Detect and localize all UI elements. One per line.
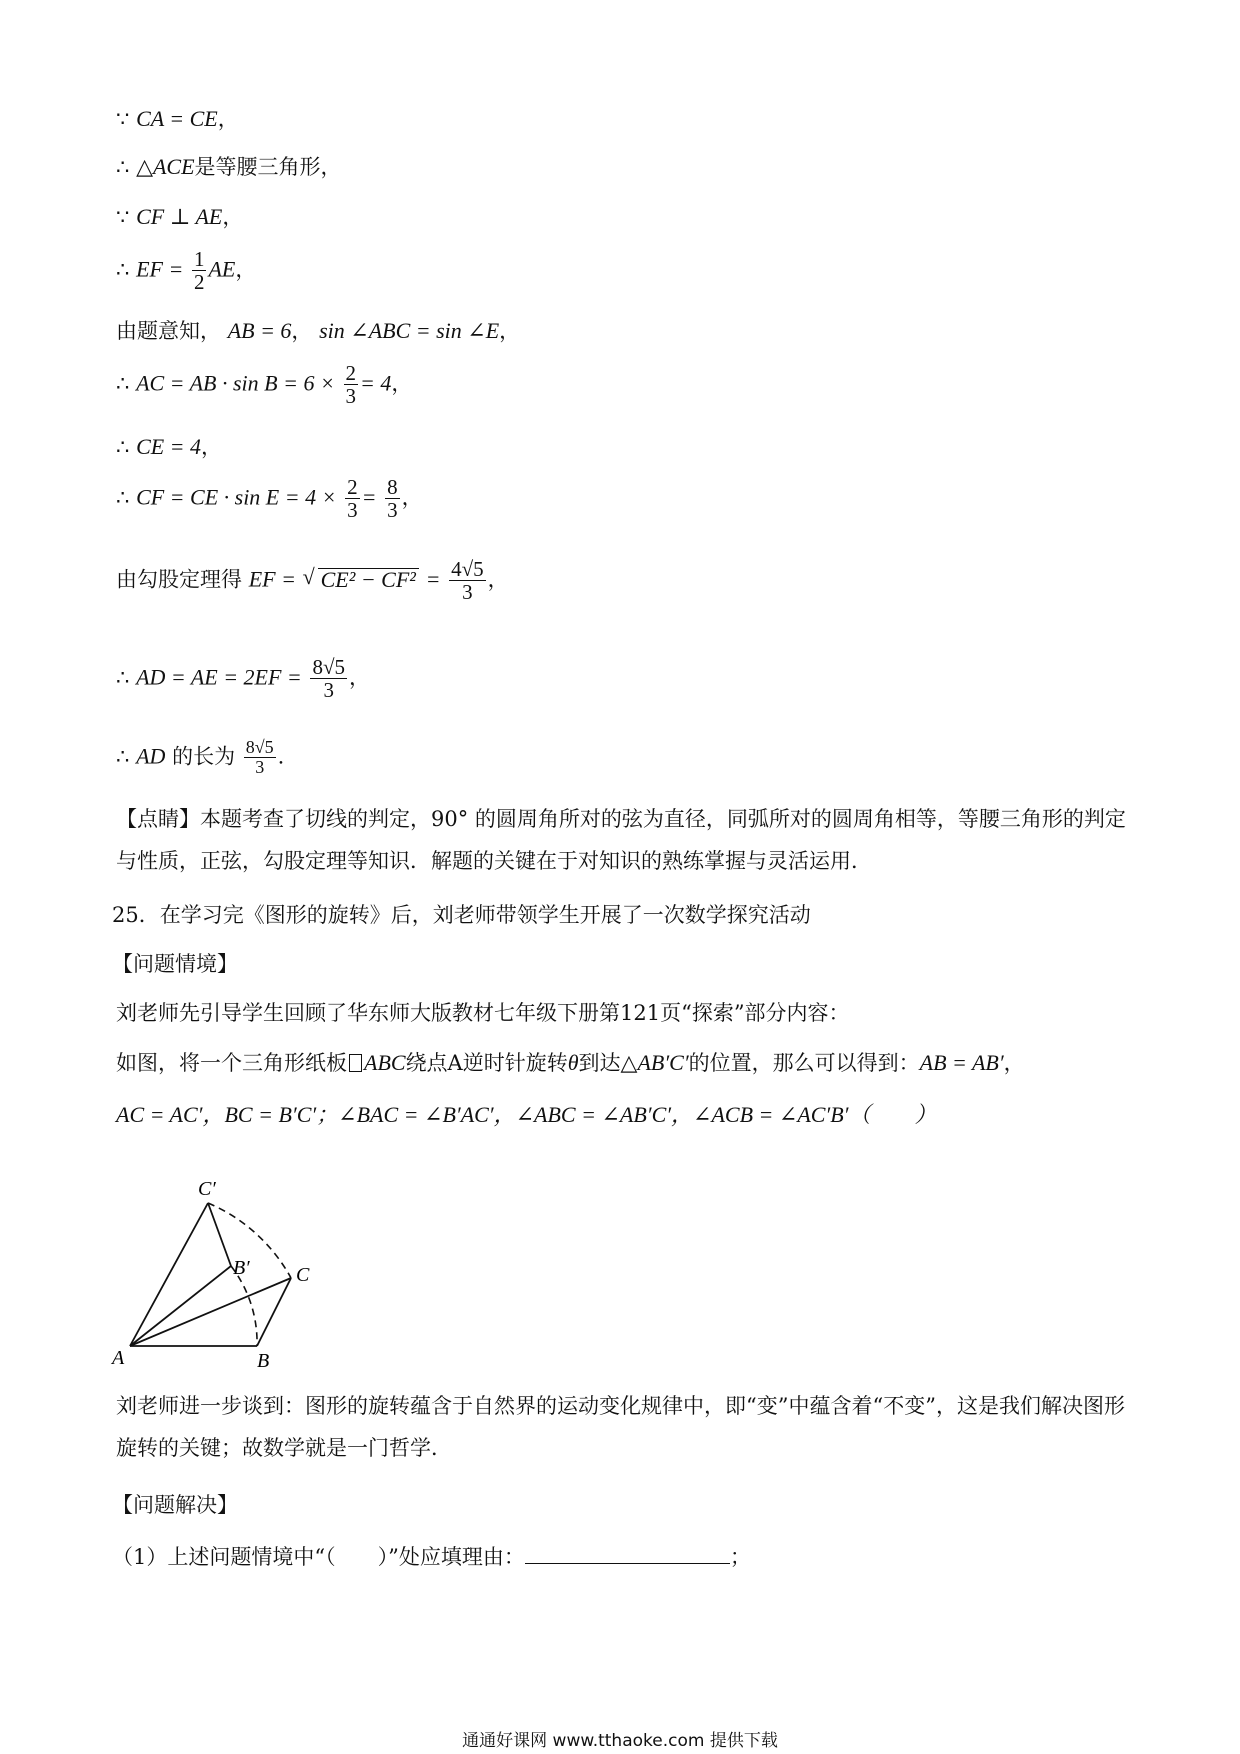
line-text: 是等腰三角形， [194,155,342,179]
numerator: 1 [193,247,205,271]
therefore-symbol: ∴ [116,665,130,690]
fraction [310,656,347,702]
label-b-prime: B′ [233,1257,250,1279]
math-expr: CA = CE [136,106,218,131]
section-heading-situation: 【问题情境】 [112,952,238,976]
math-expr: CE = 4 [136,434,202,459]
denominator: 3 [345,384,356,409]
punct: ， [217,107,239,131]
triangle-label: ABC [364,1050,406,1075]
answer-blank[interactable] [525,1543,730,1564]
solution-line-10 [116,656,370,702]
math-expr: CF = CE · sin E = 4 × [136,484,337,510]
therefore-symbol: ∴ [116,257,130,282]
text-segment: 的位置，那么可以得到： [688,1051,920,1075]
therefore-symbol: ∴ [116,485,130,510]
fraction [344,362,359,408]
missing-glyph-box [349,1054,362,1072]
punct: ， [487,567,509,592]
math-expr: AB = 6 [227,318,292,343]
math-expr: AD = AE = 2EF = [136,664,302,690]
rotation-diagram [108,1160,348,1370]
angle-theta: θ [567,1050,579,1075]
solution-line-2 [116,156,342,178]
numerator: 4√5 [451,557,484,581]
line-text: 由勾股定理得 [116,567,242,592]
denominator: 2 [193,270,205,295]
punct: ； [729,1545,751,1569]
denominator: 3 [387,498,398,523]
situation-paragraph-2 [116,1052,1025,1074]
line-text: 的长为 [172,744,236,769]
solution-line-5 [116,320,520,342]
fraction [244,738,276,778]
solution-line-9 [116,558,509,604]
label-c-prime: C′ [198,1178,216,1200]
because-symbol: ∵ [116,205,130,229]
question-25-title: 25．在学习完《图形的旋转》后，刘老师带领学生开展了一次数学探究活动 [112,903,811,927]
punct: ， [235,257,257,282]
numerator: 8√5 [312,655,346,679]
therefore-symbol: ∴ [116,435,130,459]
numerator: 2 [345,361,356,385]
math-expr: △ACE [136,154,195,179]
solution-line-11 [116,738,284,778]
solution-line-1 [116,108,239,130]
punct: . [277,744,285,769]
punct: ， [1003,1051,1025,1075]
denominator: 3 [347,498,358,523]
punct: ， [499,319,521,343]
segment-a-c1 [130,1203,208,1346]
denominator: 3 [310,678,347,702]
triangle-label: △AB′C′ [620,1050,689,1075]
therefore-symbol: ∴ [116,744,130,769]
square-root [303,568,419,591]
solution-line-4 [116,248,256,294]
solution-line-6 [116,362,412,408]
numerator: 8 [387,475,398,499]
line-text: 由题意知， [116,319,221,343]
math-expr: AE [208,256,236,282]
solution-line-3 [116,206,243,228]
math-expr: AC = AB · sin B = 6 × [136,370,335,396]
text-segment: 到达 [578,1051,621,1075]
situation-paragraph-3: AC = AC′，BC = B′C′；∠BAC = ∠B′AC′，∠ABC = ∠AB′C′，∠ACB = ∠AC′B′（ ） [116,1102,937,1127]
denominator: 3 [244,757,276,778]
segment-c1-b1 [208,1203,231,1266]
situation-paragraph-1: 刘老师先引导学生回顾了华东师大版教材七年级下册第121页“探索”部分内容： [116,1001,850,1025]
therefore-symbol: ∴ [116,371,130,396]
numerator: 8√5 [245,737,274,757]
label-a: A [112,1347,125,1369]
label-c: C [296,1264,310,1286]
fraction [192,248,207,294]
fraction [449,558,486,604]
math-expr: EF = [248,566,296,592]
question-1-line [112,1543,751,1568]
math-expr: = [361,484,377,510]
radicand: CE² − CF² [318,568,419,591]
math-expr: AD [136,743,166,769]
punct: ， [349,665,371,690]
footer-watermark: 通通好课网 www.tthaoke.com 提供下载 [462,1731,778,1751]
label-b: B [257,1350,270,1370]
segment-a-b1 [130,1266,231,1346]
solution-line-8 [116,476,423,522]
punct: ， [201,435,223,459]
section-heading-solution: 【问题解决】 [112,1493,238,1517]
math-expr: AB = AB′ [919,1050,1004,1075]
math-expr: CF ⊥ AE [136,204,223,229]
text-segment: 绕点A逆时针旋转 [405,1051,568,1075]
segment-a-c [130,1278,291,1346]
math-expr: = [425,566,441,592]
punct: ， [401,485,423,510]
math-expr: EF = [136,256,184,282]
fraction [345,476,360,522]
therefore-symbol: ∴ [116,155,130,179]
fraction [385,476,400,522]
because-symbol: ∵ [116,107,130,131]
punct: ， [222,205,244,229]
denominator: 3 [449,580,486,604]
numerator: 2 [347,475,358,499]
discussion-paragraph: 刘老师进一步谈到：图形的旋转蕴含于自然界的运动变化规律中，即“变”中蕴含着“不变”，这是我们解决图形旋转的关键；故数学就是一门哲学． [116,1394,1125,1460]
question-1-text: （1）上述问题情境中“（ ）”处应填理由： [112,1545,525,1569]
math-expr: sin ∠ABC = sin ∠E [319,318,500,343]
math-expr: = 4 [360,370,392,396]
solution-line-7 [116,436,222,458]
dianjing-paragraph: 【点睛】本题考查了切线的判定，90° 的圆周角所对的弦为直径，同弧所对的圆周角相等，等腰三角形的判定与性质，正弦，勾股定理等知识．解题的关键在于对知识的熟练掌握与灵活运用． [116,807,1126,873]
punct: ， [391,371,413,396]
text-segment: 如图，将一个三角形纸板 [116,1051,347,1075]
segment-c-b [257,1278,291,1346]
punct: ， [291,319,313,343]
